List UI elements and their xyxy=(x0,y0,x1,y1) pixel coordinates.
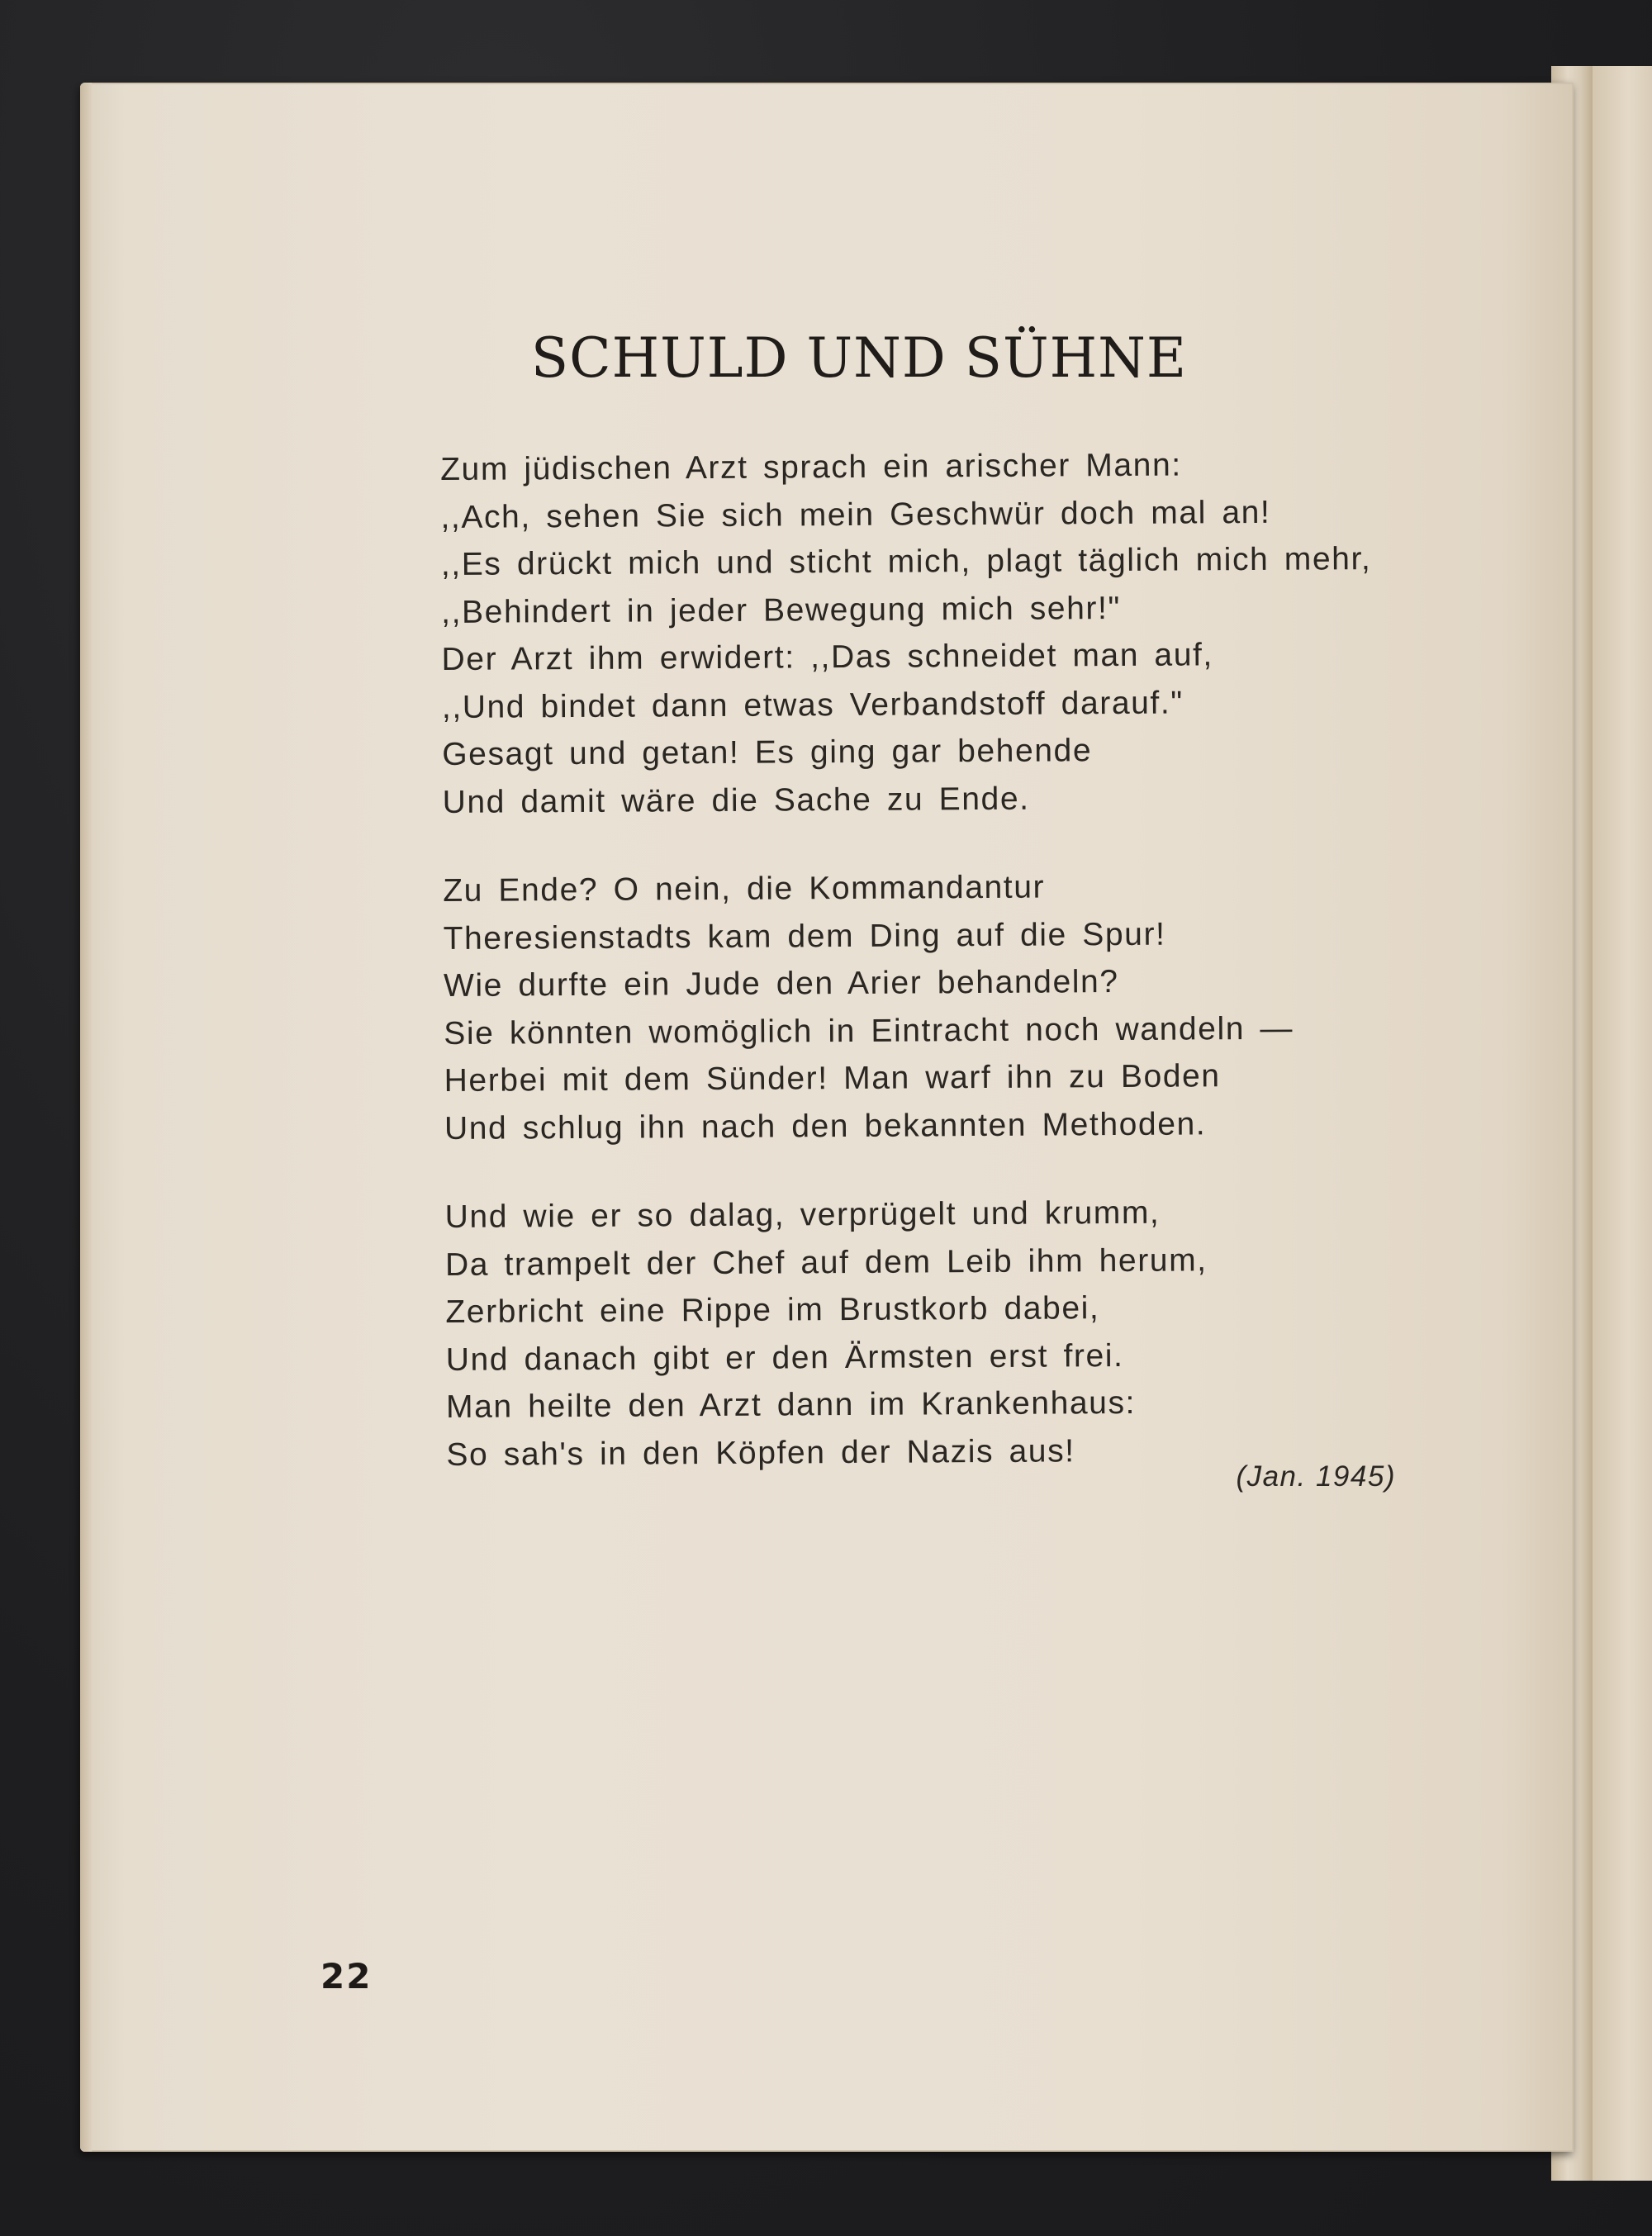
poem-line: ,,Und bindet dann etwas Verbandstoff darauf." xyxy=(441,685,1184,725)
poem-line: Theresienstadts kam dem Ding auf die Spur! xyxy=(443,916,1166,957)
poem-line: Und damit wäre die Sache zu Ende. xyxy=(442,781,1030,820)
poem-line: ,,Es drückt mich und sticht mich, plagt täglich mich mehr, xyxy=(440,541,1372,582)
facing-page-edge xyxy=(1593,66,1652,2181)
page-left-edge xyxy=(80,83,92,2152)
stanza-1 xyxy=(440,439,1467,826)
poem-line: Zum jüdischen Arzt sprach ein arischer Mann: xyxy=(440,447,1182,487)
poem-line: Zu Ende? O nein, die Kommandantur xyxy=(443,869,1046,909)
poem-title: SCHULD UND SÜHNE xyxy=(530,326,1188,390)
poem-line: ,,Behindert in jeder Bewegung mich sehr!" xyxy=(441,590,1122,630)
poem-line: Da trampelt der Chef auf dem Leib ihm herum, xyxy=(444,1241,1208,1283)
page-number: 22 xyxy=(320,1956,373,1996)
poem-line: Und schlug ihn nach den bekannten Methoden. xyxy=(444,1105,1207,1146)
poem-date: (Jan. 1945) xyxy=(1236,1460,1396,1493)
poem-line: ,,Ach, sehen Sie sich mein Geschwür doch mal an! xyxy=(440,494,1271,535)
stanza-3 xyxy=(445,1187,1471,1479)
poem-line: So sah's in den Köpfen der Nazis aus! xyxy=(446,1432,1075,1473)
poem-line: Herbei mit dem Sünder! Man warf ihn zu Boden xyxy=(444,1058,1221,1099)
poem-line: Sie könnten womöglich in Eintracht noch wandeln — xyxy=(444,1010,1294,1052)
stanza-2 xyxy=(443,861,1469,1152)
poem-body xyxy=(440,439,1471,1520)
poem-line: Man heilte den Arzt dann im Krankenhaus: xyxy=(445,1384,1137,1425)
poem-line: Der Arzt ihm erwidert: ,,Das schneidet man auf, xyxy=(441,637,1214,677)
poem-line: Und wie er so dalag, verprügelt und krumm, xyxy=(444,1194,1161,1235)
poem-line: Zerbricht eine Rippe im Brustkorb dabei, xyxy=(445,1290,1100,1330)
poem-line: Und danach gibt er den Ärmsten erst frei. xyxy=(445,1337,1124,1378)
poem-line: Gesagt und getan! Es ging gar behende xyxy=(442,733,1093,772)
poem-line: Wie durfte ein Jude den Arier behandeln? xyxy=(443,963,1119,1004)
